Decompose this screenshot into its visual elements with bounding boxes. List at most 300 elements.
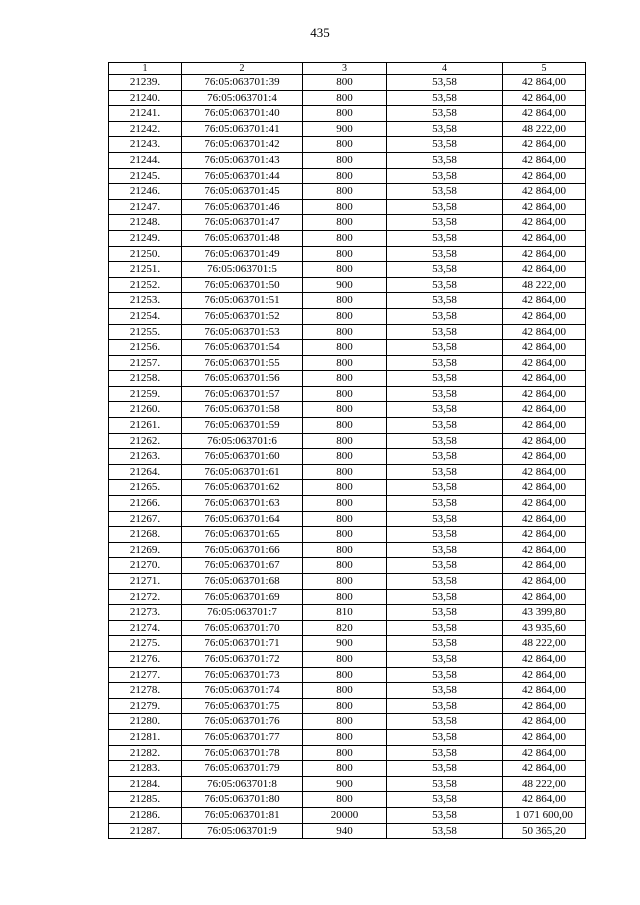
row-number-cell: 21259. — [109, 386, 182, 402]
value-cell: 42 864,00 — [503, 651, 586, 667]
cadastral-number-cell: 76:05:063701:60 — [182, 449, 303, 465]
table-row — [109, 480, 586, 496]
value-cell: 42 864,00 — [503, 714, 586, 730]
table-row — [109, 230, 586, 246]
value-cell: 42 864,00 — [503, 761, 586, 777]
rate-cell: 53,58 — [387, 542, 503, 558]
cadastral-number-cell: 76:05:063701:53 — [182, 324, 303, 340]
value-cell: 42 864,00 — [503, 527, 586, 543]
rate-cell: 53,58 — [387, 308, 503, 324]
table-row — [109, 761, 586, 777]
row-number-cell: 21263. — [109, 449, 182, 465]
table-row — [109, 293, 586, 309]
table-header — [109, 63, 586, 75]
cadastral-number-cell: 76:05:063701:49 — [182, 246, 303, 262]
row-number-cell: 21283. — [109, 761, 182, 777]
header-row — [109, 63, 586, 75]
area-cell: 800 — [303, 199, 387, 215]
cadastral-number-cell: 76:05:063701:76 — [182, 714, 303, 730]
table-row — [109, 620, 586, 636]
column-header-4: 4 — [387, 63, 503, 75]
column-header-3: 3 — [303, 63, 387, 75]
row-number-cell: 21244. — [109, 152, 182, 168]
row-number-cell: 21250. — [109, 246, 182, 262]
rate-cell: 53,58 — [387, 651, 503, 667]
rate-cell: 53,58 — [387, 75, 503, 91]
rate-cell: 53,58 — [387, 355, 503, 371]
value-cell: 42 864,00 — [503, 324, 586, 340]
area-cell: 800 — [303, 792, 387, 808]
value-cell: 48 222,00 — [503, 636, 586, 652]
rate-cell: 53,58 — [387, 776, 503, 792]
cadastral-number-cell: 76:05:063701:62 — [182, 480, 303, 496]
cadastral-number-cell: 76:05:063701:81 — [182, 807, 303, 823]
value-cell: 42 864,00 — [503, 75, 586, 91]
table-row — [109, 152, 586, 168]
table-row — [109, 698, 586, 714]
rate-cell: 53,58 — [387, 199, 503, 215]
cadastral-number-cell: 76:05:063701:5 — [182, 262, 303, 278]
value-cell: 42 864,00 — [503, 402, 586, 418]
rate-cell: 53,58 — [387, 480, 503, 496]
rate-cell: 53,58 — [387, 527, 503, 543]
cadastral-number-cell: 76:05:063701:56 — [182, 371, 303, 387]
rate-cell: 53,58 — [387, 106, 503, 122]
rate-cell: 53,58 — [387, 293, 503, 309]
area-cell: 810 — [303, 605, 387, 621]
rate-cell: 53,58 — [387, 386, 503, 402]
table-row — [109, 823, 586, 839]
value-cell: 42 864,00 — [503, 542, 586, 558]
table-row — [109, 184, 586, 200]
value-cell: 42 864,00 — [503, 106, 586, 122]
cadastral-number-cell: 76:05:063701:6 — [182, 433, 303, 449]
value-cell: 42 864,00 — [503, 293, 586, 309]
row-number-cell: 21267. — [109, 511, 182, 527]
row-number-cell: 21249. — [109, 230, 182, 246]
area-cell: 800 — [303, 324, 387, 340]
value-cell: 42 864,00 — [503, 90, 586, 106]
table-row — [109, 90, 586, 106]
table-row — [109, 75, 586, 91]
rate-cell: 53,58 — [387, 714, 503, 730]
rate-cell: 53,58 — [387, 807, 503, 823]
area-cell: 800 — [303, 386, 387, 402]
table-row — [109, 215, 586, 231]
rate-cell: 53,58 — [387, 340, 503, 356]
rate-cell: 53,58 — [387, 745, 503, 761]
table-row — [109, 558, 586, 574]
cadastral-number-cell: 76:05:063701:42 — [182, 137, 303, 153]
area-cell: 800 — [303, 246, 387, 262]
cadastral-number-cell: 76:05:063701:71 — [182, 636, 303, 652]
column-header-5: 5 — [503, 63, 586, 75]
value-cell: 42 864,00 — [503, 137, 586, 153]
value-cell: 42 864,00 — [503, 152, 586, 168]
area-cell: 800 — [303, 527, 387, 543]
cadastral-number-cell: 76:05:063701:46 — [182, 199, 303, 215]
cadastral-number-cell: 76:05:063701:50 — [182, 277, 303, 293]
value-cell: 42 864,00 — [503, 511, 586, 527]
rate-cell: 53,58 — [387, 402, 503, 418]
cadastral-number-cell: 76:05:063701:69 — [182, 589, 303, 605]
column-header-1: 1 — [109, 63, 182, 75]
row-number-cell: 21248. — [109, 215, 182, 231]
rate-cell: 53,58 — [387, 761, 503, 777]
area-cell: 800 — [303, 480, 387, 496]
cadastral-number-cell: 76:05:063701:67 — [182, 558, 303, 574]
value-cell: 42 864,00 — [503, 199, 586, 215]
row-number-cell: 21274. — [109, 620, 182, 636]
table-row — [109, 402, 586, 418]
area-cell: 800 — [303, 402, 387, 418]
value-cell: 42 864,00 — [503, 683, 586, 699]
rate-cell: 53,58 — [387, 729, 503, 745]
rate-cell: 53,58 — [387, 324, 503, 340]
area-cell: 800 — [303, 262, 387, 278]
value-cell: 42 864,00 — [503, 168, 586, 184]
row-number-cell: 21261. — [109, 418, 182, 434]
row-number-cell: 21269. — [109, 542, 182, 558]
column-header-2: 2 — [182, 63, 303, 75]
cadastral-number-cell: 76:05:063701:52 — [182, 308, 303, 324]
row-number-cell: 21247. — [109, 199, 182, 215]
table-row — [109, 324, 586, 340]
row-number-cell: 21270. — [109, 558, 182, 574]
table-row — [109, 168, 586, 184]
table-row — [109, 433, 586, 449]
cadastral-number-cell: 76:05:063701:7 — [182, 605, 303, 621]
value-cell: 48 222,00 — [503, 121, 586, 137]
area-cell: 900 — [303, 121, 387, 137]
row-number-cell: 21253. — [109, 293, 182, 309]
value-cell: 42 864,00 — [503, 449, 586, 465]
table-row — [109, 667, 586, 683]
area-cell: 800 — [303, 230, 387, 246]
cadastral-number-cell: 76:05:063701:64 — [182, 511, 303, 527]
rate-cell: 53,58 — [387, 137, 503, 153]
cadastral-number-cell: 76:05:063701:39 — [182, 75, 303, 91]
area-cell: 800 — [303, 418, 387, 434]
cadastral-number-cell: 76:05:063701:9 — [182, 823, 303, 839]
row-number-cell: 21271. — [109, 574, 182, 590]
table-row — [109, 807, 586, 823]
rate-cell: 53,58 — [387, 496, 503, 512]
rate-cell: 53,58 — [387, 152, 503, 168]
table-row — [109, 714, 586, 730]
cadastral-number-cell: 76:05:063701:45 — [182, 184, 303, 200]
area-cell: 800 — [303, 542, 387, 558]
area-cell: 800 — [303, 729, 387, 745]
cadastral-number-cell: 76:05:063701:44 — [182, 168, 303, 184]
rate-cell: 53,58 — [387, 511, 503, 527]
rate-cell: 53,58 — [387, 605, 503, 621]
row-number-cell: 21266. — [109, 496, 182, 512]
rate-cell: 53,58 — [387, 184, 503, 200]
table-row — [109, 308, 586, 324]
rate-cell: 53,58 — [387, 449, 503, 465]
row-number-cell: 21255. — [109, 324, 182, 340]
row-number-cell: 21245. — [109, 168, 182, 184]
area-cell: 800 — [303, 574, 387, 590]
table-row — [109, 449, 586, 465]
cadastral-number-cell: 76:05:063701:80 — [182, 792, 303, 808]
rate-cell: 53,58 — [387, 558, 503, 574]
row-number-cell: 21242. — [109, 121, 182, 137]
value-cell: 42 864,00 — [503, 480, 586, 496]
row-number-cell: 21282. — [109, 745, 182, 761]
value-cell: 42 864,00 — [503, 698, 586, 714]
table-row — [109, 792, 586, 808]
value-cell: 42 864,00 — [503, 355, 586, 371]
row-number-cell: 21257. — [109, 355, 182, 371]
area-cell: 800 — [303, 449, 387, 465]
row-number-cell: 21240. — [109, 90, 182, 106]
area-cell: 800 — [303, 215, 387, 231]
table-row — [109, 745, 586, 761]
cadastral-number-cell: 76:05:063701:4 — [182, 90, 303, 106]
value-cell: 48 222,00 — [503, 776, 586, 792]
cadastral-number-cell: 76:05:063701:51 — [182, 293, 303, 309]
row-number-cell: 21276. — [109, 651, 182, 667]
rate-cell: 53,58 — [387, 698, 503, 714]
area-cell: 800 — [303, 761, 387, 777]
value-cell: 50 365,20 — [503, 823, 586, 839]
area-cell: 800 — [303, 355, 387, 371]
area-cell: 900 — [303, 776, 387, 792]
area-cell: 800 — [303, 745, 387, 761]
row-number-cell: 21265. — [109, 480, 182, 496]
table-row — [109, 542, 586, 558]
table-row — [109, 371, 586, 387]
cadastral-number-cell: 76:05:063701:63 — [182, 496, 303, 512]
area-cell: 800 — [303, 651, 387, 667]
cadastral-number-cell: 76:05:063701:70 — [182, 620, 303, 636]
page-number: 435 — [310, 25, 330, 40]
row-number-cell: 21284. — [109, 776, 182, 792]
table-row — [109, 574, 586, 590]
value-cell: 42 864,00 — [503, 184, 586, 200]
area-cell: 800 — [303, 90, 387, 106]
cadastral-number-cell: 76:05:063701:41 — [182, 121, 303, 137]
row-number-cell: 21279. — [109, 698, 182, 714]
area-cell: 800 — [303, 433, 387, 449]
row-number-cell: 21272. — [109, 589, 182, 605]
table-row — [109, 262, 586, 278]
cadastral-number-cell: 76:05:063701:68 — [182, 574, 303, 590]
rate-cell: 53,58 — [387, 574, 503, 590]
row-number-cell: 21286. — [109, 807, 182, 823]
cadastral-number-cell: 76:05:063701:72 — [182, 651, 303, 667]
rate-cell: 53,58 — [387, 636, 503, 652]
value-cell: 42 864,00 — [503, 230, 586, 246]
cadastral-number-cell: 76:05:063701:55 — [182, 355, 303, 371]
table-row — [109, 386, 586, 402]
table-row — [109, 121, 586, 137]
rate-cell: 53,58 — [387, 418, 503, 434]
area-cell: 800 — [303, 308, 387, 324]
row-number-cell: 21268. — [109, 527, 182, 543]
value-cell: 42 864,00 — [503, 386, 586, 402]
rate-cell: 53,58 — [387, 121, 503, 137]
rate-cell: 53,58 — [387, 620, 503, 636]
rate-cell: 53,58 — [387, 168, 503, 184]
row-number-cell: 21281. — [109, 729, 182, 745]
row-number-cell: 21251. — [109, 262, 182, 278]
rate-cell: 53,58 — [387, 230, 503, 246]
rate-cell: 53,58 — [387, 246, 503, 262]
rate-cell: 53,58 — [387, 823, 503, 839]
row-number-cell: 21254. — [109, 308, 182, 324]
value-cell: 42 864,00 — [503, 371, 586, 387]
area-cell: 800 — [303, 184, 387, 200]
row-number-cell: 21287. — [109, 823, 182, 839]
area-cell: 800 — [303, 137, 387, 153]
rate-cell: 53,58 — [387, 262, 503, 278]
row-number-cell: 21275. — [109, 636, 182, 652]
table-row — [109, 636, 586, 652]
value-cell: 42 864,00 — [503, 745, 586, 761]
cadastral-number-cell: 76:05:063701:58 — [182, 402, 303, 418]
cadastral-number-cell: 76:05:063701:48 — [182, 230, 303, 246]
value-cell: 42 864,00 — [503, 246, 586, 262]
cadastral-number-cell: 76:05:063701:54 — [182, 340, 303, 356]
row-number-cell: 21258. — [109, 371, 182, 387]
area-cell: 800 — [303, 293, 387, 309]
area-cell: 800 — [303, 558, 387, 574]
table-row — [109, 106, 586, 122]
table-body — [109, 75, 586, 839]
cadastral-number-cell: 76:05:063701:77 — [182, 729, 303, 745]
area-cell: 800 — [303, 464, 387, 480]
row-number-cell: 21273. — [109, 605, 182, 621]
rate-cell: 53,58 — [387, 667, 503, 683]
cadastral-number-cell: 76:05:063701:61 — [182, 464, 303, 480]
value-cell: 42 864,00 — [503, 667, 586, 683]
row-number-cell: 21241. — [109, 106, 182, 122]
cadastral-number-cell: 76:05:063701:57 — [182, 386, 303, 402]
rate-cell: 53,58 — [387, 90, 503, 106]
cadastral-number-cell: 76:05:063701:74 — [182, 683, 303, 699]
table-row — [109, 246, 586, 262]
area-cell: 800 — [303, 667, 387, 683]
value-cell: 42 864,00 — [503, 574, 586, 590]
value-cell: 42 864,00 — [503, 729, 586, 745]
table-row — [109, 776, 586, 792]
row-number-cell: 21243. — [109, 137, 182, 153]
row-number-cell: 21264. — [109, 464, 182, 480]
area-cell: 20000 — [303, 807, 387, 823]
area-cell: 900 — [303, 636, 387, 652]
cadastral-number-cell: 76:05:063701:59 — [182, 418, 303, 434]
rate-cell: 53,58 — [387, 433, 503, 449]
table-row — [109, 683, 586, 699]
rate-cell: 53,58 — [387, 371, 503, 387]
table-row — [109, 355, 586, 371]
table-row — [109, 589, 586, 605]
rate-cell: 53,58 — [387, 792, 503, 808]
row-number-cell: 21256. — [109, 340, 182, 356]
value-cell: 42 864,00 — [503, 496, 586, 512]
value-cell: 42 864,00 — [503, 433, 586, 449]
value-cell: 48 222,00 — [503, 277, 586, 293]
value-cell: 42 864,00 — [503, 589, 586, 605]
value-cell: 43 935,60 — [503, 620, 586, 636]
area-cell: 800 — [303, 152, 387, 168]
cadastral-number-cell: 76:05:063701:8 — [182, 776, 303, 792]
table-row — [109, 605, 586, 621]
value-cell: 42 864,00 — [503, 792, 586, 808]
table-row — [109, 651, 586, 667]
rate-cell: 53,58 — [387, 589, 503, 605]
table-row — [109, 729, 586, 745]
row-number-cell: 21285. — [109, 792, 182, 808]
area-cell: 800 — [303, 371, 387, 387]
table-row — [109, 418, 586, 434]
rate-cell: 53,58 — [387, 464, 503, 480]
value-cell: 42 864,00 — [503, 558, 586, 574]
row-number-cell: 21262. — [109, 433, 182, 449]
value-cell: 42 864,00 — [503, 308, 586, 324]
cadastral-number-cell: 76:05:063701:40 — [182, 106, 303, 122]
value-cell: 42 864,00 — [503, 464, 586, 480]
rate-cell: 53,58 — [387, 277, 503, 293]
value-cell: 1 071 600,00 — [503, 807, 586, 823]
table-row — [109, 464, 586, 480]
value-cell: 42 864,00 — [503, 418, 586, 434]
rate-cell: 53,58 — [387, 683, 503, 699]
area-cell: 900 — [303, 277, 387, 293]
table-row — [109, 199, 586, 215]
row-number-cell: 21280. — [109, 714, 182, 730]
area-cell: 940 — [303, 823, 387, 839]
cadastral-value-table — [108, 62, 586, 839]
value-cell: 43 399,80 — [503, 605, 586, 621]
row-number-cell: 21260. — [109, 402, 182, 418]
value-cell: 42 864,00 — [503, 340, 586, 356]
cadastral-number-cell: 76:05:063701:43 — [182, 152, 303, 168]
cadastral-number-cell: 76:05:063701:65 — [182, 527, 303, 543]
table-row — [109, 511, 586, 527]
row-number-cell: 21277. — [109, 667, 182, 683]
row-number-cell: 21278. — [109, 683, 182, 699]
cadastral-number-cell: 76:05:063701:47 — [182, 215, 303, 231]
area-cell: 800 — [303, 714, 387, 730]
row-number-cell: 21252. — [109, 277, 182, 293]
row-number-cell: 21239. — [109, 75, 182, 91]
area-cell: 820 — [303, 620, 387, 636]
area-cell: 800 — [303, 511, 387, 527]
area-cell: 800 — [303, 168, 387, 184]
cadastral-number-cell: 76:05:063701:75 — [182, 698, 303, 714]
table-row — [109, 137, 586, 153]
area-cell: 800 — [303, 589, 387, 605]
value-cell: 42 864,00 — [503, 262, 586, 278]
area-cell: 800 — [303, 75, 387, 91]
value-cell: 42 864,00 — [503, 215, 586, 231]
table-row — [109, 496, 586, 512]
table-row — [109, 527, 586, 543]
area-cell: 800 — [303, 106, 387, 122]
cadastral-number-cell: 76:05:063701:78 — [182, 745, 303, 761]
cadastral-number-cell: 76:05:063701:73 — [182, 667, 303, 683]
cadastral-number-cell: 76:05:063701:79 — [182, 761, 303, 777]
row-number-cell: 21246. — [109, 184, 182, 200]
table-row — [109, 277, 586, 293]
table-row — [109, 340, 586, 356]
cadastral-number-cell: 76:05:063701:66 — [182, 542, 303, 558]
area-cell: 800 — [303, 496, 387, 512]
